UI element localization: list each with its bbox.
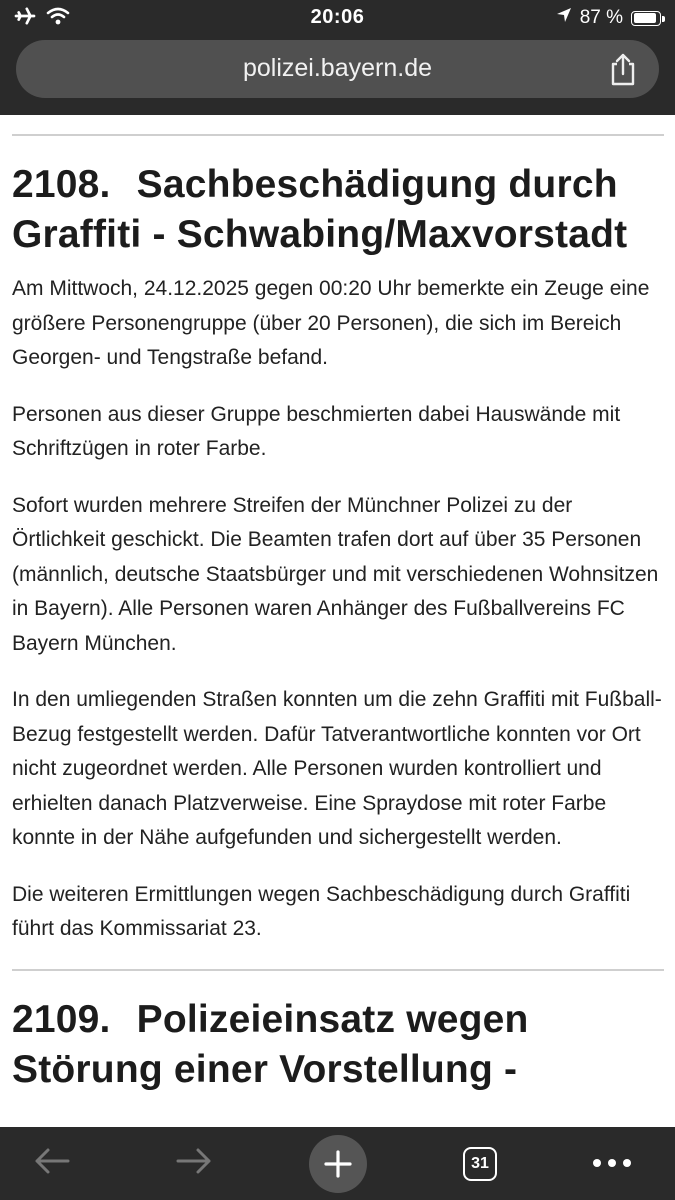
status-bar: [0, 0, 675, 36]
divider: [12, 134, 664, 136]
back-button[interactable]: [20, 1127, 84, 1200]
status-time: 20:06: [310, 6, 365, 28]
browser-bottom-toolbar: [0, 1127, 675, 1200]
article-paragraph: Die weiteren Ermittlungen wegen Sachbeschädigung durch Graffiti führt das Kommissariat 23.: [12, 882, 631, 940]
article-number: 2109.: [12, 997, 111, 1041]
tab-count: 31: [471, 1154, 489, 1172]
tabs-button[interactable]: [448, 1127, 512, 1200]
location-arrow-icon: [556, 7, 572, 29]
article-title: Sachbeschädigung durch Graffiti - Schwabing/Maxvorstadt: [12, 163, 628, 256]
status-right-icons: [556, 7, 661, 29]
article-title: Polizeieinsatz wegen Störung einer Vorstellung -: [12, 997, 529, 1091]
forward-arrow-icon: [174, 1146, 214, 1181]
tabs-icon: [463, 1147, 497, 1181]
article-paragraph: In den umliegenden Straßen konnten um die zehn Graffiti mit Fußball-Bezug festgestellt werden. Dafür Tatverantwortliche konnten vor Ort nicht zugeordnet werden. Alle Personen wurden kontrolliert und erhielten danach Platzverweise. Eine Spraydose mit roter Farbe konnte in der Nähe aufgefunden und sichergestellt werden.: [12, 688, 662, 849]
article-paragraph: Personen aus dieser Gruppe beschmierten dabei Hauswände mit Schriftzügen in roter Farbe.: [12, 402, 621, 460]
browser-top-bar: [0, 0, 675, 115]
forward-button[interactable]: [162, 1127, 226, 1200]
new-tab-button[interactable]: [306, 1127, 370, 1200]
battery-percent: 87 %: [579, 7, 623, 28]
new-tab-plus-icon: [309, 1135, 367, 1193]
article-paragraph: Sofort wurden mehrere Streifen der Münchner Polizei zu der Örtlichkeit geschickt. Die Beamten trafen dort auf über 35 Personen (männlich, deutsche Staatsbürger und mit verschiedenen Wohnsitzen in Bayern). Alle Personen waren Anhänger des Fußballvereins FC Bayern München.: [12, 493, 659, 655]
article-paragraph: Am Mittwoch, 24.12.2025 gegen 00:20 Uhr bemerkte ein Zeuge eine größere Personengruppe (über 20 Personen), die sich im Bereich Georgen- und Tengstraße befand.: [12, 277, 650, 369]
url-bar[interactable]: [16, 40, 659, 98]
page-content: [12, 114, 664, 1107]
article-number: 2108.: [12, 163, 111, 206]
battery-icon: [631, 11, 661, 26]
back-arrow-icon: [32, 1146, 72, 1181]
article-heading: [12, 995, 664, 1095]
divider: [12, 969, 664, 971]
more-icon: [592, 1155, 632, 1173]
article-heading: [12, 160, 664, 260]
url-text[interactable]: polizei.bayern.de: [242, 54, 432, 82]
more-button[interactable]: [580, 1127, 644, 1200]
share-icon[interactable]: [609, 52, 637, 91]
